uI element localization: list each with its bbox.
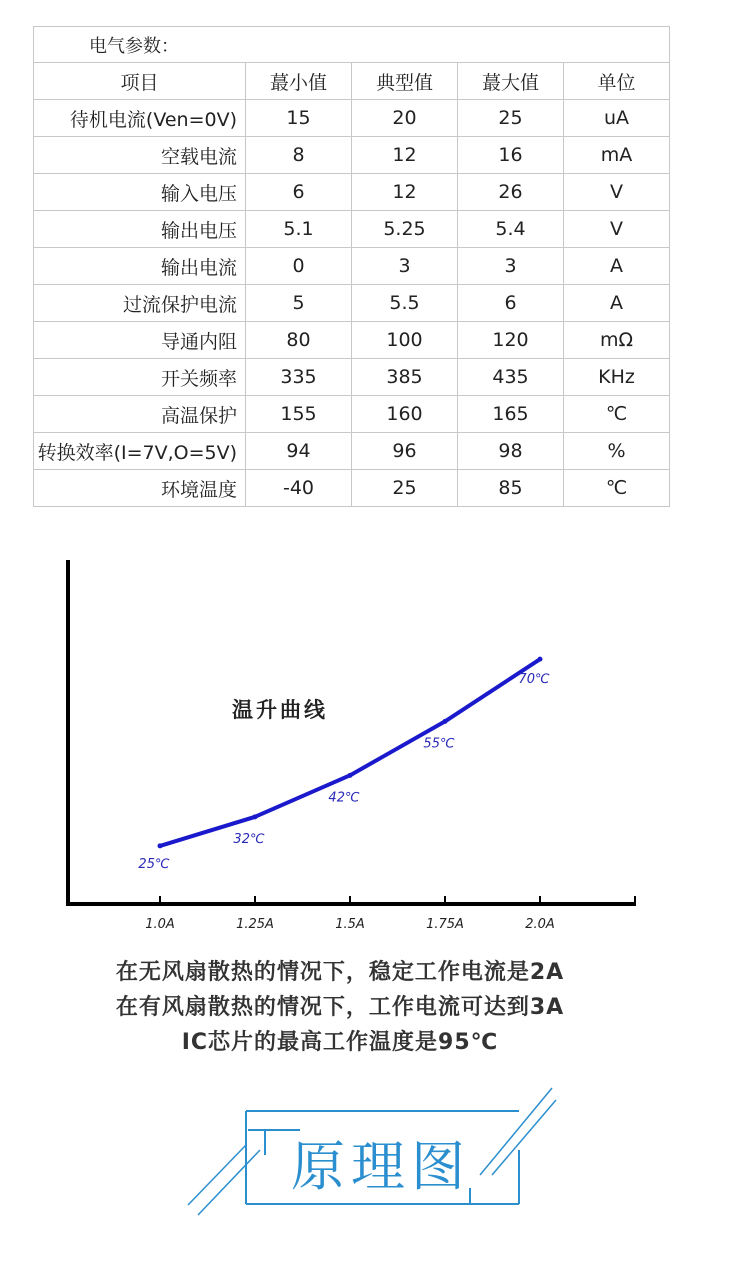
parameter-value-cell: 8	[246, 137, 352, 174]
parameter-value-cell: 94	[246, 433, 352, 470]
parameter-name-cell: 高温保护	[34, 396, 246, 433]
parameter-value-cell: A	[564, 285, 670, 322]
table-caption-row	[34, 27, 670, 63]
table-caption: 电气参数：	[34, 27, 670, 63]
parameter-value-cell: 5.1	[246, 211, 352, 248]
parameter-value-cell: 5.4	[458, 211, 564, 248]
header-unit: 单位	[564, 63, 670, 100]
series-line	[160, 659, 540, 846]
parameter-value-cell: 100	[352, 322, 458, 359]
parameter-value-cell: 16	[458, 137, 564, 174]
parameter-value-cell: 6	[458, 285, 564, 322]
series-points	[158, 657, 543, 849]
parameter-name-cell: 导通内阻	[34, 322, 246, 359]
parameter-value-cell: 26	[458, 174, 564, 211]
parameter-value-cell: 5.25	[352, 211, 458, 248]
x-tick-label: 1.0A	[145, 917, 175, 932]
table-row	[34, 174, 670, 211]
parameter-value-cell: 165	[458, 396, 564, 433]
parameter-value-cell: 12	[352, 137, 458, 174]
data-label: 42℃	[328, 790, 360, 806]
parameter-value-cell: 5.5	[352, 285, 458, 322]
header-item: 项目	[34, 63, 246, 100]
parameter-value-cell: 12	[352, 174, 458, 211]
temperature-rise-chart	[0, 540, 750, 940]
parameter-value-cell: 80	[246, 322, 352, 359]
x-tick-label: 1.25A	[236, 917, 274, 932]
parameter-value-cell: 120	[458, 322, 564, 359]
parameter-name-cell: 转换效率(I=7V,O=5V)	[34, 433, 246, 470]
parameter-value-cell: uA	[564, 100, 670, 137]
parameter-value-cell: 6	[246, 174, 352, 211]
parameter-value-cell: 85	[458, 470, 564, 507]
x-tick-labels	[145, 917, 555, 932]
parameter-name-cell: 空载电流	[34, 137, 246, 174]
data-label: 70℃	[518, 672, 550, 688]
parameter-value-cell: 98	[458, 433, 564, 470]
table-row	[34, 285, 670, 322]
parameter-value-cell: mA	[564, 137, 670, 174]
parameter-value-cell: 0	[246, 248, 352, 285]
table-header-row	[34, 63, 670, 100]
parameter-value-cell: 435	[458, 359, 564, 396]
note-line-2: 在有风扇散热的情况下，工作电流可达到3A	[115, 995, 565, 1020]
x-tick-label: 2.0A	[525, 917, 555, 932]
parameter-name-cell: 开关频率	[34, 359, 246, 396]
parameter-name-cell: 输出电压	[34, 211, 246, 248]
data-labels	[138, 672, 550, 872]
note-line-3: IC芯片的最高工作温度是95℃	[181, 1030, 499, 1055]
series-point	[348, 773, 353, 778]
parameter-name-cell: 输出电流	[34, 248, 246, 285]
parameter-value-cell: ℃	[564, 470, 670, 507]
x-tick-label: 1.5A	[335, 917, 365, 932]
parameter-value-cell: mΩ	[564, 322, 670, 359]
table-row	[34, 137, 670, 174]
data-label: 25℃	[138, 856, 170, 872]
table-row	[34, 433, 670, 470]
parameter-value-cell: 3	[458, 248, 564, 285]
table-row	[34, 248, 670, 285]
table-body	[34, 27, 670, 507]
parameter-name-cell: 输入电压	[34, 174, 246, 211]
parameter-value-cell: 160	[352, 396, 458, 433]
parameter-value-cell: 385	[352, 359, 458, 396]
series-point	[253, 814, 258, 819]
parameter-value-cell: 5	[246, 285, 352, 322]
table-row	[34, 100, 670, 137]
header-min: 蕞小值	[246, 63, 352, 100]
parameter-value-cell: 155	[246, 396, 352, 433]
table-row	[34, 396, 670, 433]
parameter-value-cell: 25	[352, 470, 458, 507]
parameter-value-cell: KHz	[564, 359, 670, 396]
parameter-value-cell: 96	[352, 433, 458, 470]
data-label: 32℃	[233, 831, 265, 847]
table-row	[34, 470, 670, 507]
parameter-value-cell: V	[564, 211, 670, 248]
series-point	[443, 719, 448, 724]
header-max: 蕞大值	[458, 63, 564, 100]
data-label: 55℃	[423, 736, 455, 752]
header-typical: 典型值	[352, 63, 458, 100]
x-tick-label: 1.75A	[426, 917, 464, 932]
table-row	[34, 322, 670, 359]
chart-annotation: 温升曲线	[232, 698, 328, 722]
parameter-value-cell: ℃	[564, 396, 670, 433]
parameter-value-cell: 20	[352, 100, 458, 137]
parameter-value-cell: 335	[246, 359, 352, 396]
parameter-value-cell: 25	[458, 100, 564, 137]
note-line-1: 在无风扇散热的情况下，稳定工作电流是2A	[115, 960, 565, 985]
parameter-value-cell: %	[564, 433, 670, 470]
parameter-table	[33, 26, 670, 507]
parameter-value-cell: V	[564, 174, 670, 211]
parameter-value-cell: 3	[352, 248, 458, 285]
parameter-name-cell: 环境温度	[34, 470, 246, 507]
series-point	[538, 657, 543, 662]
parameter-value-cell: 15	[246, 100, 352, 137]
parameter-value-cell: A	[564, 248, 670, 285]
parameter-name-cell: 过流保护电流	[34, 285, 246, 322]
parameter-name-cell: 待机电流(Ven=0V)	[34, 100, 246, 137]
series-point	[158, 843, 163, 848]
banner-title: 原理图	[291, 1135, 471, 1198]
table-row	[34, 359, 670, 396]
table-row	[34, 211, 670, 248]
parameter-value-cell: -40	[246, 470, 352, 507]
